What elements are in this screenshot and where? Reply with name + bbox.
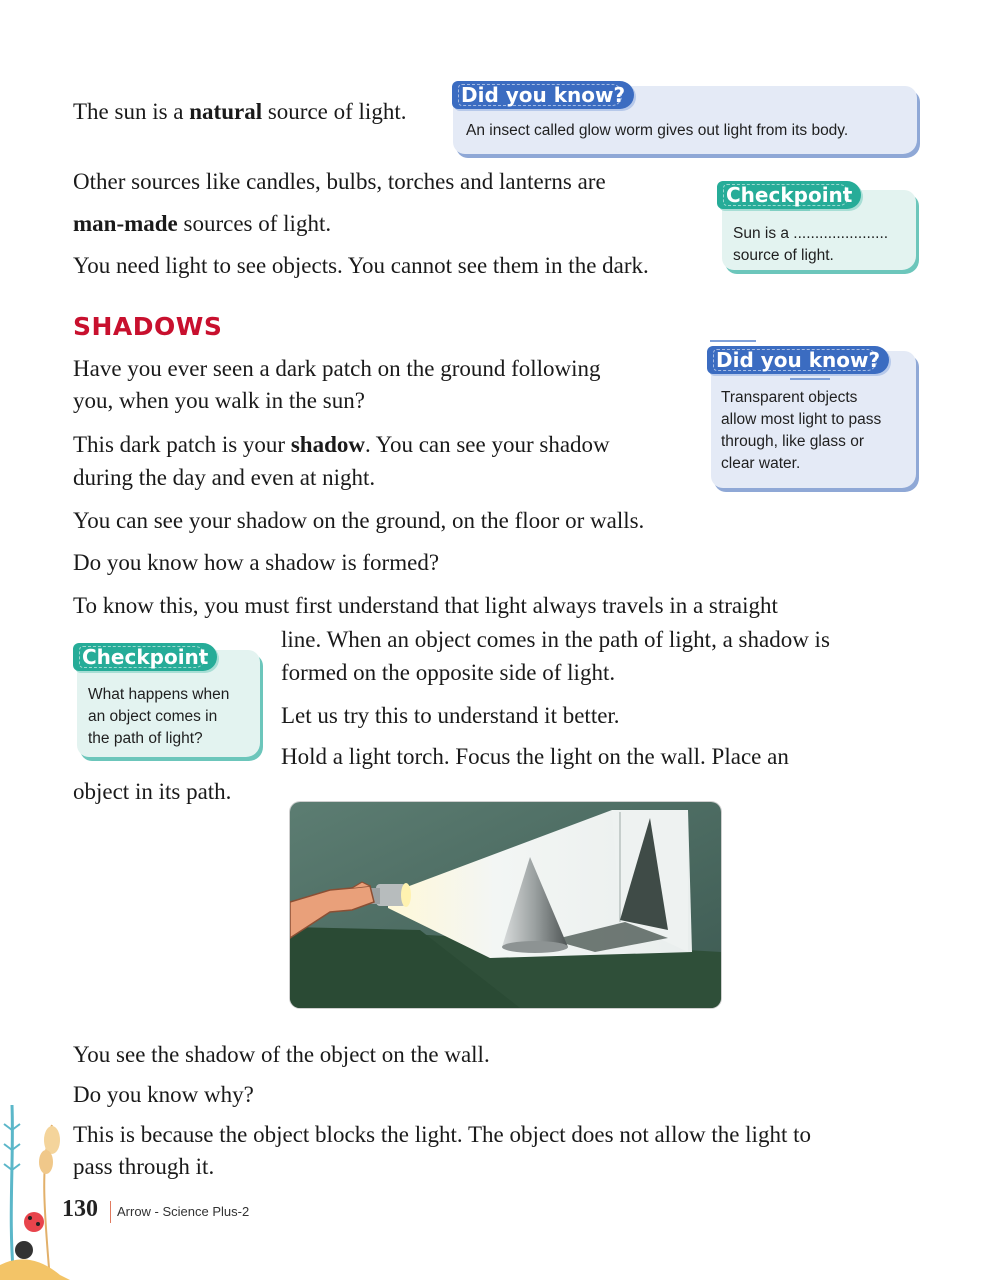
paragraph-your-shadow-cont: during the day and even at night. (73, 465, 376, 490)
paragraph-path-of-light: line. When an object comes in the path of light, a shadow is (281, 627, 830, 652)
checkpoint-line: the path of light? (88, 730, 203, 747)
torch-shadow-illustration (290, 802, 721, 1008)
did-you-know-text: An insect called glow worm gives out light from its body. (466, 122, 849, 139)
book-title: Arrow - Science Plus-2 (117, 1204, 250, 1219)
paragraph-straight-line: To know this, you must first understand that light always travels in a straight (73, 593, 778, 618)
did-you-know-line: through, like glass or (721, 433, 865, 450)
paragraph-try-this: Let us try this to understand it better. (281, 703, 620, 728)
paragraph-know-why: Do you know why? (73, 1082, 254, 1107)
paragraph-dark-patch-cont: you, when you walk in the sun? (73, 388, 365, 413)
paragraph-shadow-places: You can see your shadow on the ground, on the floor or walls. (73, 508, 645, 533)
did-you-know-tag: Did you know? (452, 81, 634, 109)
did-you-know-line: clear water. (721, 455, 801, 472)
floral-decoration-image (0, 1100, 70, 1280)
paragraph-dark-patch: Have you ever seen a dark patch on the ground following (73, 356, 601, 381)
did-you-know-line: allow most light to pass (721, 411, 882, 428)
checkpoint-line: an object comes in (88, 708, 218, 725)
paragraph-see-shadow: You see the shadow of the object on the wall. (73, 1042, 490, 1067)
checkpoint-tag: Checkpoint (717, 181, 861, 209)
tag-accent-line (790, 378, 830, 380)
paragraph-pass-through: pass through it. (73, 1154, 215, 1179)
footer-divider (110, 1201, 111, 1223)
section-heading-shadows: SHADOWS (73, 312, 223, 341)
paragraph-need-light: You need light to see objects. You cannot see them in the dark. (73, 253, 649, 278)
paragraph-other-sources: Other sources like candles, bulbs, torches and lanterns are (73, 169, 606, 194)
paragraph-opposite-side: formed on the opposite side of light. (281, 660, 616, 685)
paragraph-object-in-path: object in its path. (73, 779, 232, 804)
torch-cone-shadow-image (290, 802, 721, 1008)
tag-accent-line (710, 340, 756, 342)
page-number: 130 (62, 1196, 98, 1222)
paragraph-your-shadow: This dark patch is your shadow. You can see your shadow (73, 432, 610, 457)
tag-accent-line (770, 209, 810, 211)
paragraph-hold-torch: Hold a light torch. Focus the light on the wall. Place an (281, 744, 789, 769)
did-you-know-line: Transparent objects (721, 389, 858, 406)
paragraph-natural-source: The sun is a natural source of light. (73, 99, 407, 124)
paragraph-man-made: man-made sources of light. (73, 211, 332, 236)
checkpoint-line: What happens when (88, 686, 230, 703)
checkpoint-line-2: source of light. (733, 247, 834, 264)
did-you-know-tag: Did you know? (707, 346, 889, 374)
checkpoint-blank-line: Sun is a ...................... (733, 225, 889, 242)
checkpoint-tag: Checkpoint (73, 643, 217, 671)
paragraph-object-blocks: This is because the object blocks the light. The object does not allow the light to (73, 1122, 811, 1147)
paragraph-question-formed: Do you know how a shadow is formed? (73, 550, 440, 575)
